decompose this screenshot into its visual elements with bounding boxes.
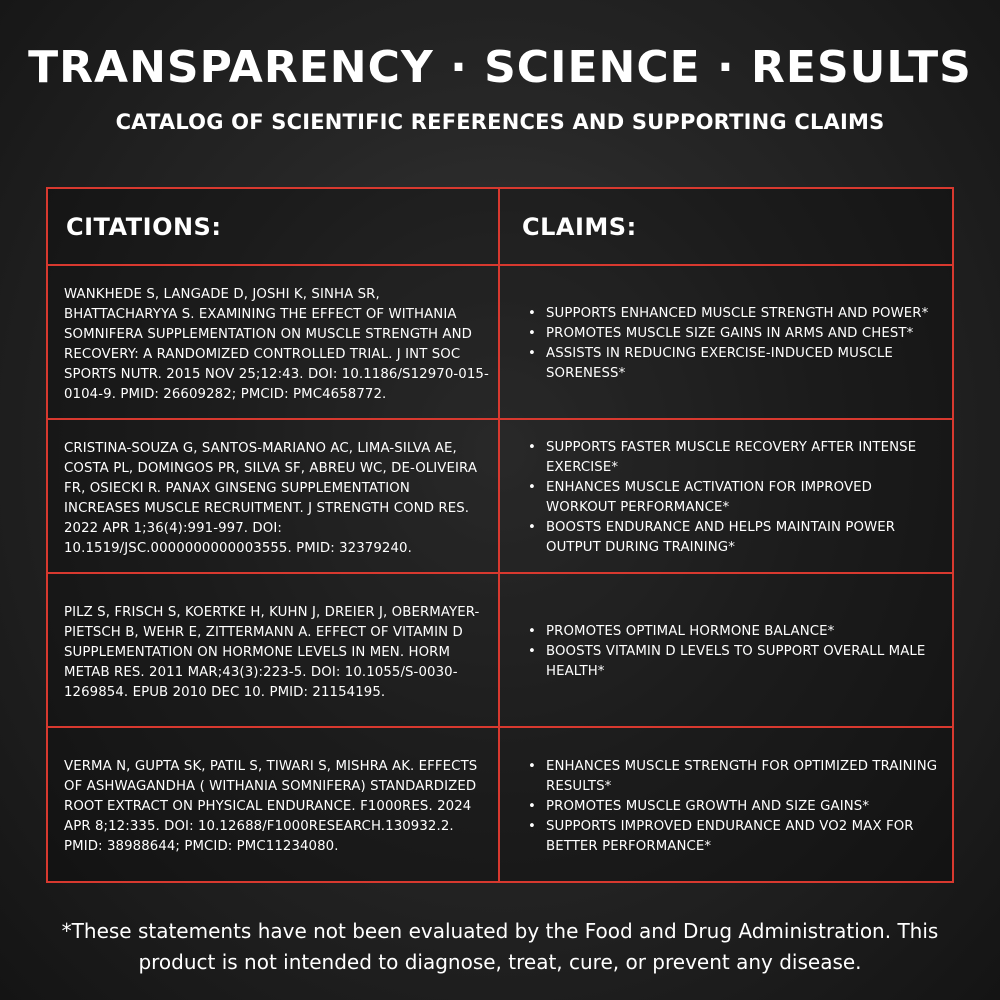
claim-item: • ENHANCES MUSCLE ACTIVATION FOR IMPROVED WORKOUT PERFORMANCE* [528, 480, 872, 515]
claims-header: CLAIMS: [500, 189, 952, 266]
claims-cell [500, 574, 952, 728]
claim-item: • PROMOTES MUSCLE SIZE GAINS IN ARMS AND CHEST* [526, 324, 942, 344]
bullet-icon: • [528, 520, 536, 535]
page-subtitle: CATALOG OF SCIENTIFIC REFERENCES AND SUPPORTING CLAIMS [115, 110, 885, 134]
claim-item: • SUPPORTS ENHANCED MUSCLE STRENGTH AND POWER* [526, 304, 942, 324]
bullet-icon: • [528, 440, 536, 455]
page-title: TRANSPARENCY · SCIENCE · RESULTS [28, 42, 972, 93]
claim-item: • BOOSTS ENDURANCE AND HELPS MAINTAIN POWER OUTPUT DURING TRAINING* [528, 520, 896, 555]
claim-item: • PROMOTES OPTIMAL HORMONE BALANCE* [526, 622, 942, 642]
claim-item: • BOOSTS VITAMIN D LEVELS TO SUPPORT OVERALL MALE HEALTH* [528, 644, 926, 679]
citation-text: VERMA N, GUPTA SK, PATIL S, TIWARI S, MISHRA AK. EFFECTS OF ASHWAGANDHA ( WITHANIA SOMNIFERA) STANDARDIZED ROOT EXTRACT ON PHYSICAL ENDURANCE. F1000RES. 2024 APR 8;12:335. DOI: 10.12688/F1000RESEARCH.130932.2. PMID: 38988644; PMCID: PMC11234080. [64, 759, 478, 854]
references-table [46, 187, 954, 883]
fda-disclaimer: *These statements have not been evaluated by the Food and Drug Administration. This product is not intended to diagnose, treat, cure, or prevent any disease. [61, 919, 939, 974]
citation-text: CRISTINA-SOUZA G, SANTOS-MARIANO AC, LIMA-SILVA AE, COSTA PL, DOMINGOS PR, SILVA SF, ABREU WC, DE-OLIVEIRA FR, OSIECKI R. PANAX GINSENG SUPPLEMENTATION INCREASES MUSCLE RECRUITMENT. J STRENGTH COND RES. 2022 APR 1;36(4):991-997. DOI: 10.1519/JSC.0000000000003555. PMID: 32379240. [64, 440, 478, 556]
bullet-icon: • [528, 758, 536, 774]
bullet-icon: • [528, 346, 536, 361]
claims-list [526, 304, 942, 384]
bullet-icon: • [528, 306, 536, 321]
claims-list [526, 622, 942, 682]
claims-cell [500, 266, 952, 420]
citation-text: PILZ S, FRISCH S, KOERTKE H, KUHN J, DREIER J, OBERMAYER-PIETSCH B, WEHR E, ZITTERMANN A. EFFECT OF VITAMIN D SUPPLEMENTATION ON HORMONE LEVELS IN MEN. HORM METAB RES. 2011 MAR;43(3):223-5. DOI: 10.1055/S-0030-1269854. EPUB 2010 DEC 10. PMID: 21154195. [64, 604, 480, 700]
claims-list [526, 438, 942, 558]
citations-header: CITATIONS: [48, 189, 500, 266]
claim-item: • ASSISTS IN REDUCING EXERCISE-INDUCED MUSCLE SORENESS* [528, 346, 893, 381]
bullet-icon: • [528, 644, 536, 659]
claim-item: • SUPPORTS IMPROVED ENDURANCE AND VO2 MAX FOR BETTER PERFORMANCE* [528, 818, 914, 854]
claim-item: • PROMOTES MUSCLE GROWTH AND SIZE GAINS* [526, 797, 942, 817]
bullet-icon: • [528, 624, 536, 639]
claims-list [526, 757, 942, 857]
citation-cell [48, 420, 500, 574]
bullet-icon: • [528, 798, 536, 814]
bullet-icon: • [528, 818, 536, 834]
claims-cell [500, 420, 952, 574]
citation-cell [48, 728, 500, 881]
citation-text: WANKHEDE S, LANGADE D, JOSHI K, SINHA SR, BHATTACHARYYA S. EXAMINING THE EFFECT OF WITHANIA SOMNIFERA SUPPLEMENTATION ON MUSCLE STRENGTH AND RECOVERY: A RANDOMIZED CONTROLLED TRIAL. J INT SOC SPORTS NUTR. 2015 NOV 25;12:43. DOI: 10.1186/S12970-015-0104-9. PMID: 26609282; PMCID: PMC4658772. [64, 286, 489, 402]
bullet-icon: • [528, 480, 536, 495]
claim-item: • ENHANCES MUSCLE STRENGTH FOR OPTIMIZED TRAINING RESULTS* [528, 758, 938, 794]
citation-cell [48, 574, 500, 728]
claims-cell [500, 728, 952, 881]
claim-item: • SUPPORTS FASTER MUSCLE RECOVERY AFTER INTENSE EXERCISE* [528, 440, 917, 475]
citation-cell [48, 266, 500, 420]
bullet-icon: • [528, 326, 536, 341]
